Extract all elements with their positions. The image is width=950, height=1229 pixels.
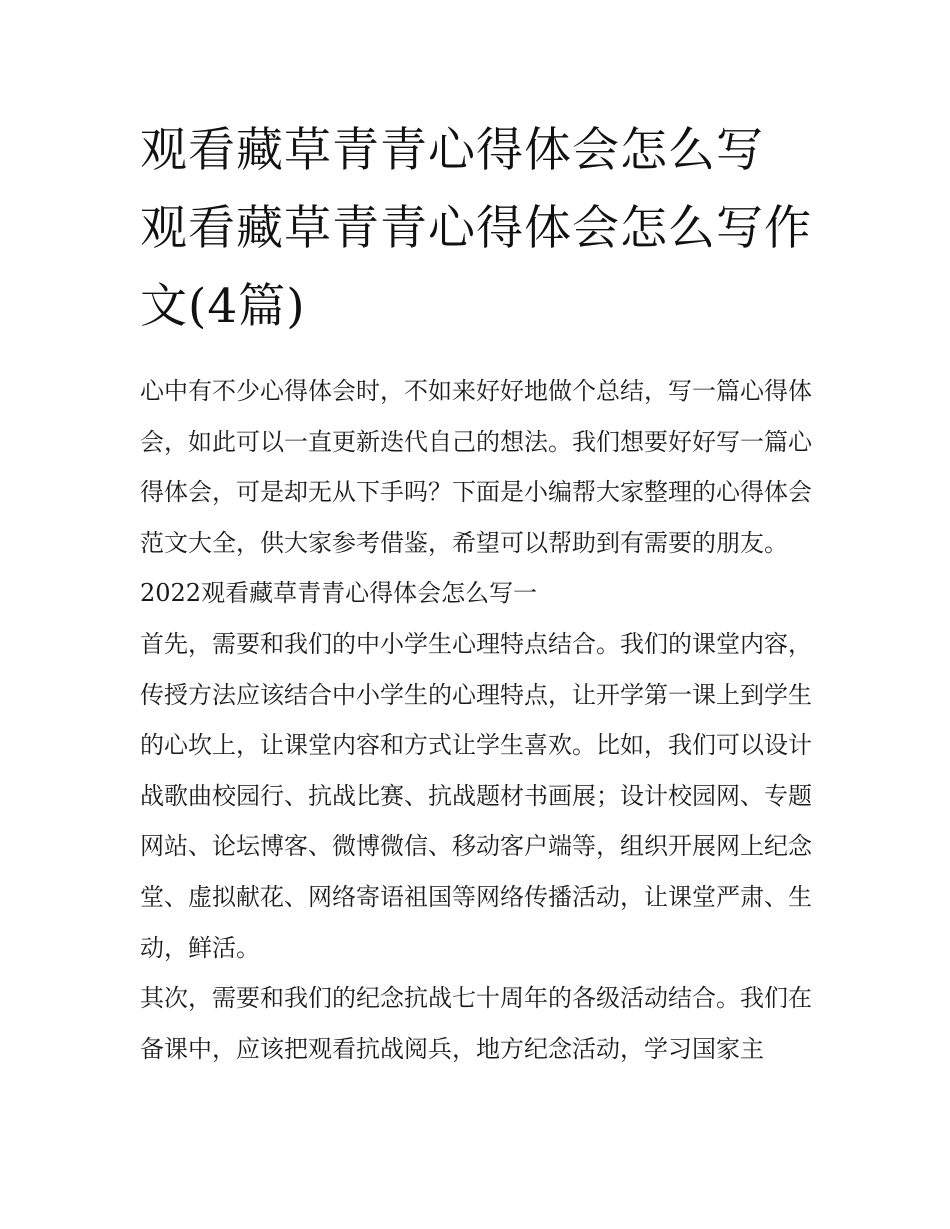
body-paragraph-1: 首先，需要和我们的中小学生心理特点结合。我们的课堂内容，传授方法应该结合中小学生的心理特点，让开学第一课上到学生的心坎上，让课堂内容和方式让学生喜欢。比如，我们可以设计战歌曲校园行、抗战比赛、抗战题材书画展；设计校园网、专题网站、论坛博客、微博微信、移动客户端等，组织开展网上纪念堂、虚拟献花、网络寄语祖国等网络传播活动，让课堂严肃、生动，鲜活。 [140, 629, 812, 962]
section-heading: 2022观看藏草青青心得体会怎么写一 [140, 579, 538, 608]
document-page [140, 112, 812, 1074]
intro-paragraph: 心中有不少心得体会时，不如来好好地做个总结，写一篇心得体会，如此可以一直更新迭代自己的想法。我们想要好好写一篇心得体会，可是却无从下手吗？下面是小编帮大家整理的心得体会范文大全，供大家参考借鉴，希望可以帮助到有需要的朋友。 [140, 377, 812, 557]
body-paragraph-2: 其次，需要和我们的纪念抗战七十周年的各级活动结合。我们在备课中，应该把观看抗战阅兵，地方纪念活动，学习国家主 [140, 984, 812, 1063]
document-title: 观看藏草青青心得体会怎么写 观看藏草青青心得体会怎么写作文(4篇) [140, 123, 812, 334]
